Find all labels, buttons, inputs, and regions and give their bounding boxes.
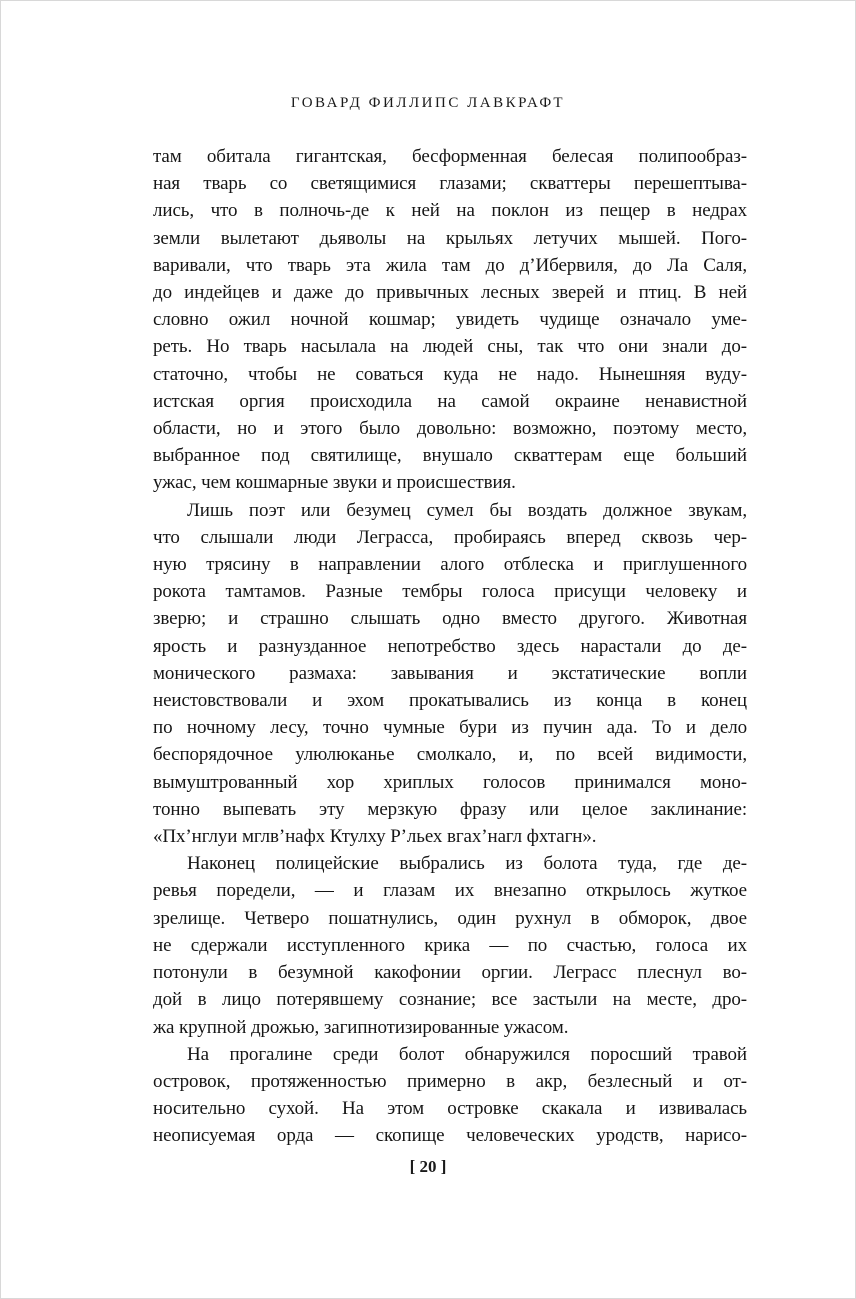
text-line: рокота тамтамов. Разные тембры голоса присущи человеку и [153, 581, 747, 603]
text-line: ярость и разнузданное непотребство здесь нарастали до де- [153, 635, 747, 657]
page-body [153, 143, 747, 1150]
text-line: словно ожил ночной кошмар; увидеть чудище означало уме- [153, 309, 747, 331]
text-line: неистовствовали и эхом прокатывались из конца в конец [153, 690, 747, 712]
text-line: земли вылетают дьяволы на крыльях летучих мышей. Пого- [153, 227, 747, 249]
paragraph [153, 497, 747, 851]
page-number: [ 20 ] [409, 1157, 447, 1176]
text-line: монического размаха: завывания и экстатические вопли [153, 662, 747, 684]
text-line: там обитала гигантская, бесформенная белесая полипообраз- [153, 146, 747, 167]
text-line: Наконец полицейские выбрались из болота туда, где де- [187, 853, 747, 875]
text-line: дой в лицо потерявшему сознание; все застыли на месте, дро- [153, 989, 747, 1011]
text-line: зверю; и страшно слышать одно вместо другого. Животная [153, 608, 747, 630]
text-line: реть. Но тварь насылала на людей сны, так что они знали до- [153, 336, 747, 358]
text-line: носительно сухой. На этом островке скакала и извивалась [153, 1098, 747, 1120]
text-line: тонно выпевать эту мерзкую фразу или целое заклинание: [153, 798, 747, 820]
text-line: области, но и этого было довольно: возможно, поэтому место, [153, 418, 747, 440]
text-line: статочно, чтобы не соваться куда не надо. Нынешняя вуду- [153, 363, 747, 385]
text-line: вымуштрованный хор хриплых голосов принимался моно- [153, 771, 747, 793]
text-line: неописуемая орда — скопище человеческих уродств, нарисо- [153, 1125, 747, 1147]
text-line: Лишь поэт или безумец сумел бы воздать должное звукам, [187, 499, 747, 521]
text-line: зрелище. Четверо пошатнулись, один рухнул в обморок, двое [153, 907, 747, 929]
text-line: не сдержали исступленного крика — по счастью, голоса их [153, 934, 747, 956]
text-line: ужас, чем кошмарные звуки и происшествия. [153, 472, 516, 494]
text-line: варивали, что тварь эта жила там до д’Ибервиля, до Ла Саля, [153, 254, 747, 276]
text-line: жа крупной дрожью, загипнотизированные ужасом. [153, 1016, 569, 1038]
text-line: «Пх’нглуи мглв’нафх Ктулху Р’льех вгах’нагл фхтагн». [153, 826, 597, 848]
paragraph [153, 850, 747, 1040]
text-line: беспорядочное улюлюканье смолкало, и, по всей видимости, [153, 744, 747, 766]
paragraph [153, 143, 747, 497]
text-line: выбранное под святилище, внушало скваттерам еще больший [153, 445, 747, 467]
text-line: ная тварь со светящимися глазами; скваттеры перешептыва- [153, 173, 747, 195]
text-line: островок, протяженностью примерно в акр, безлесный и от- [153, 1070, 747, 1092]
text-line: лись, что в полночь-де к ней на поклон из пещер в недрах [153, 200, 747, 222]
text-line: потонули в безумной какофонии оргии. Леграсс плеснул во- [153, 962, 747, 984]
text-line: ную трясину в направлении алого отблеска и приглушенного [153, 554, 747, 576]
text-line: по ночному лесу, точно чумные бури из пучин ада. То и дело [153, 717, 747, 739]
paragraph [153, 1041, 747, 1150]
text-line: ревья поредели, — и глазам их внезапно открылось жуткое [153, 880, 747, 902]
text-line: до индейцев и даже до привычных лесных зверей и птиц. В ней [153, 282, 747, 304]
text-line: На прогалине среди болот обнаружился поросший травой [187, 1043, 747, 1065]
text-line: что слышали люди Леграсса, пробираясь вперед сквозь чер- [153, 526, 747, 548]
running-head: ГОВАРД ФИЛЛИПС ЛАВКРАФТ [290, 95, 566, 111]
text-line: истская оргия происходила на самой окраине ненавистной [153, 390, 747, 412]
